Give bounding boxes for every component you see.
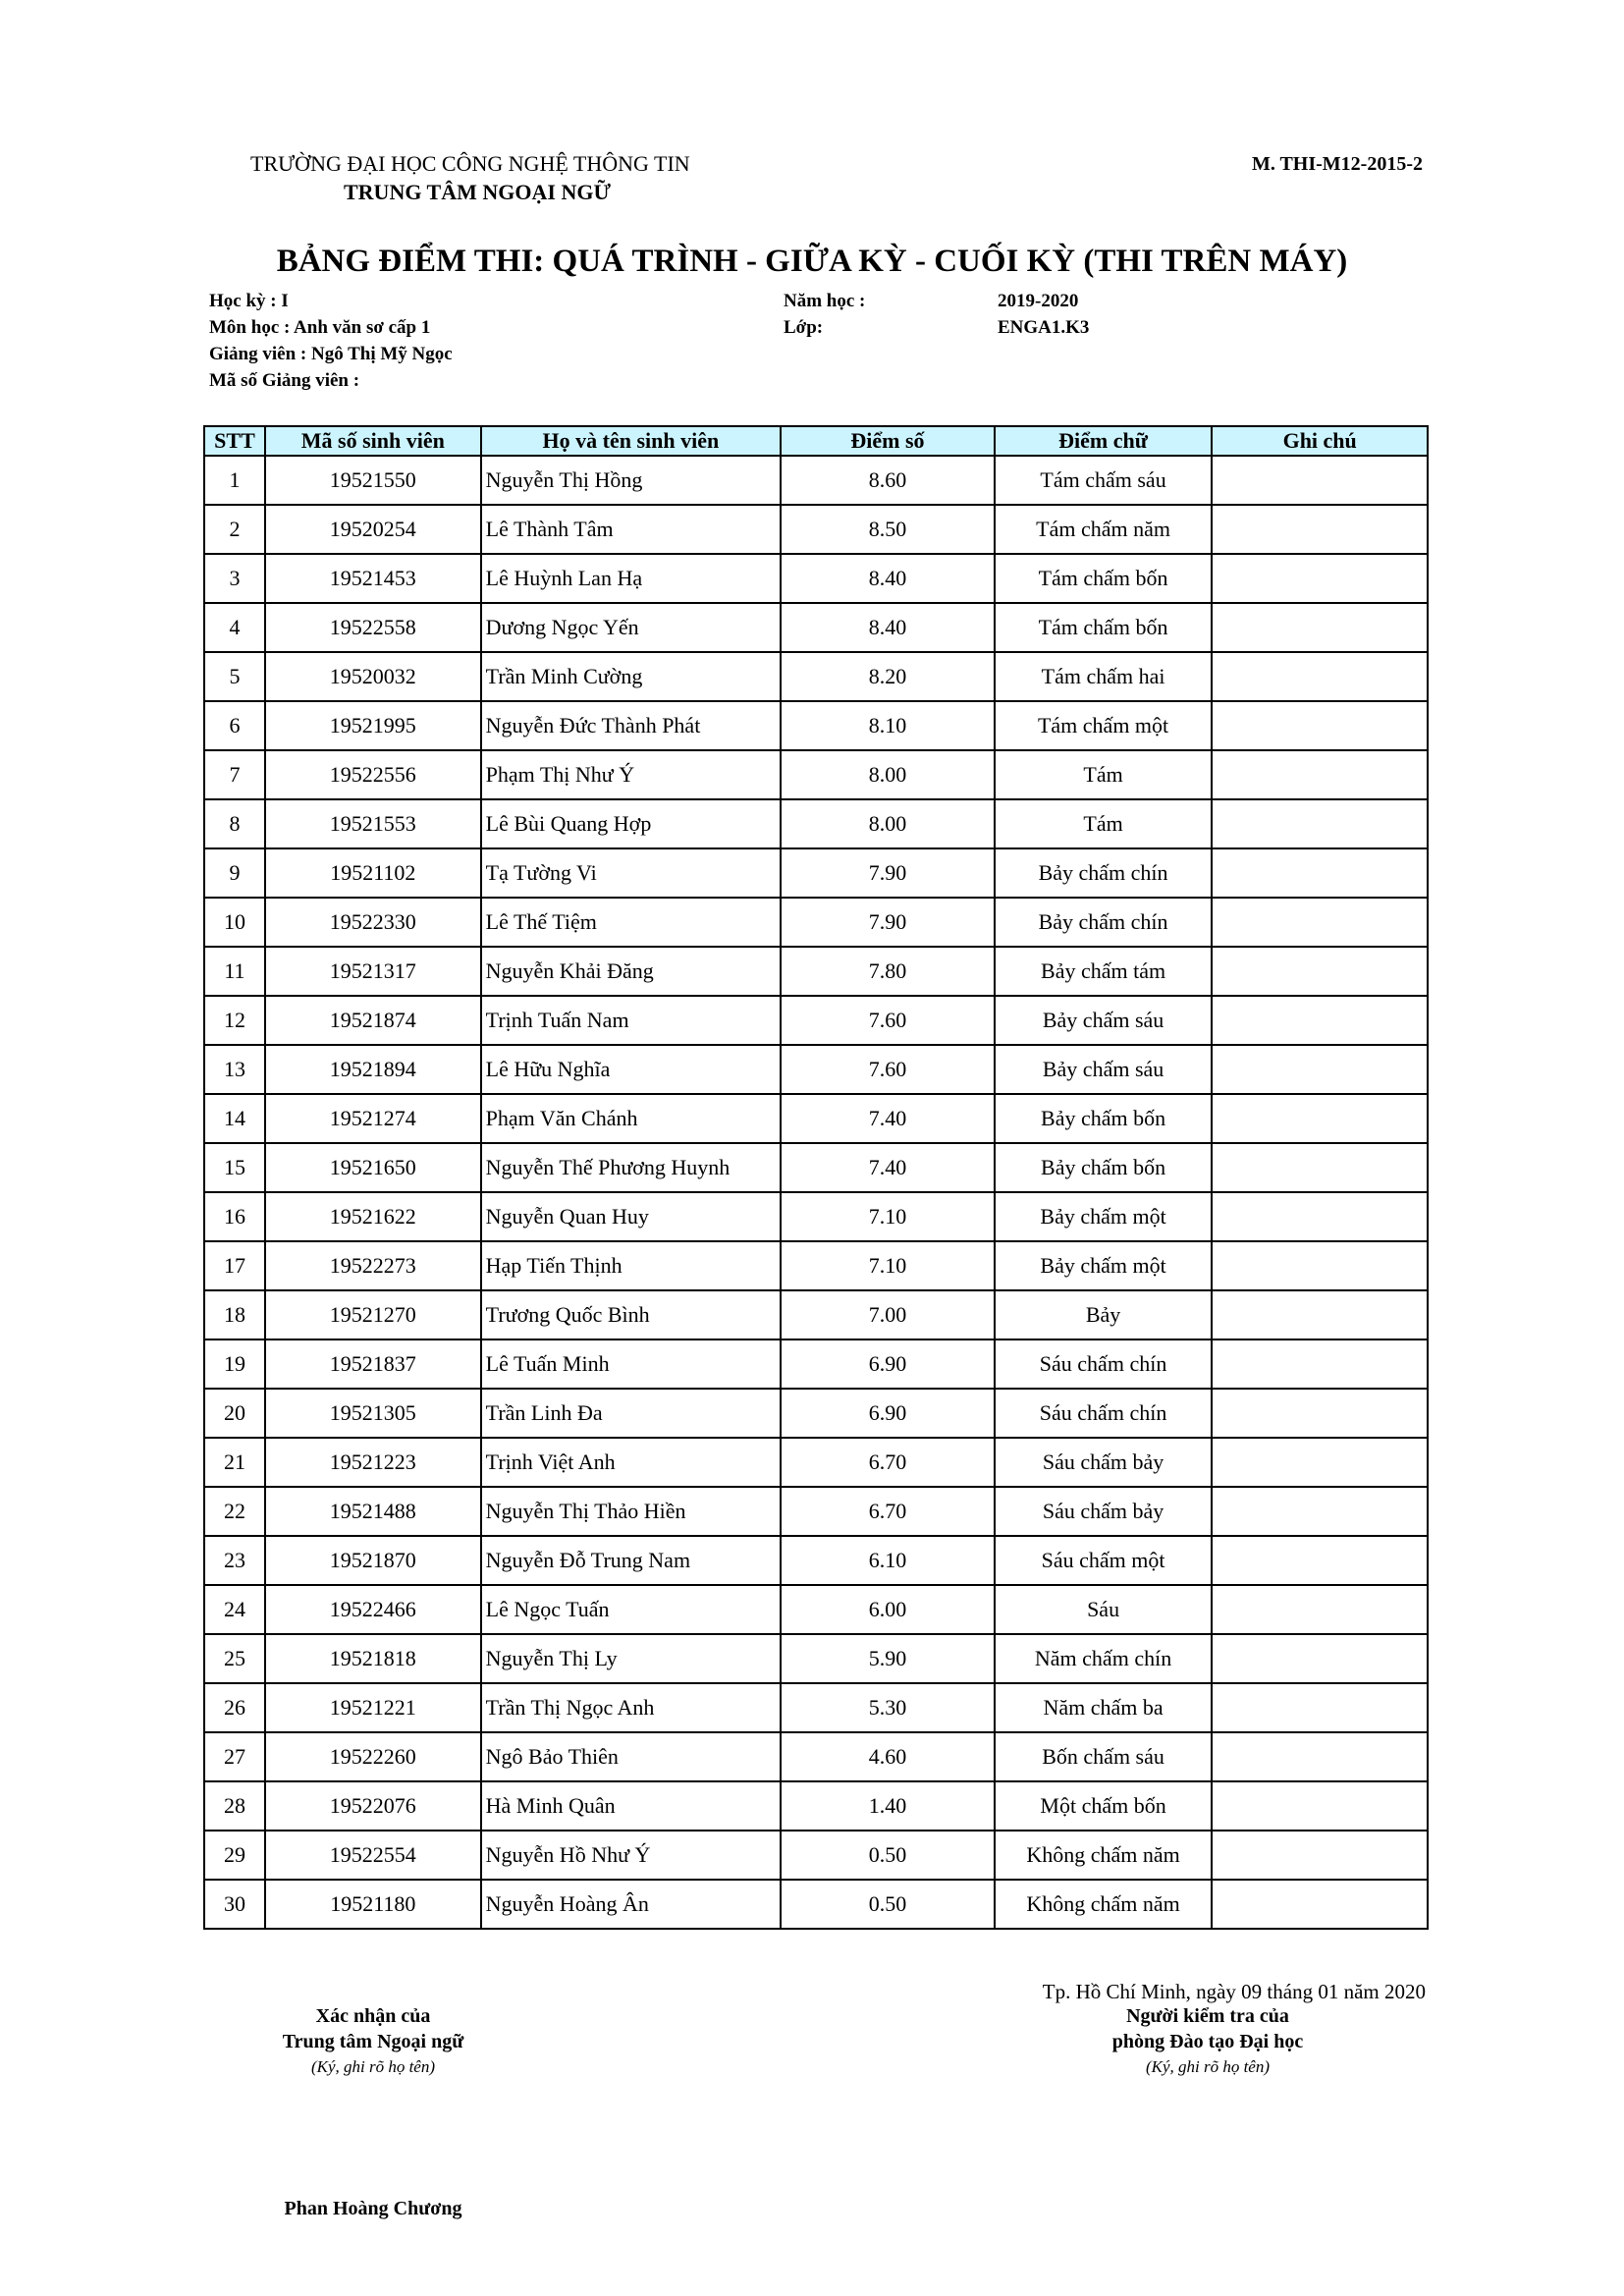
cell-score: 8.60 xyxy=(781,456,995,505)
cell-notes xyxy=(1212,652,1428,701)
cell-student-id: 19521622 xyxy=(265,1192,481,1241)
grades-table xyxy=(203,425,1429,1930)
cell-student-name: Trịnh Tuấn Nam xyxy=(481,996,781,1045)
table-row xyxy=(204,799,1428,848)
cell-stt: 2 xyxy=(204,505,265,554)
table-row xyxy=(204,701,1428,750)
cell-notes xyxy=(1212,1732,1428,1781)
cell-stt: 23 xyxy=(204,1536,265,1585)
table-row xyxy=(204,1487,1428,1536)
cell-student-id: 19521650 xyxy=(265,1143,481,1192)
table-row xyxy=(204,1290,1428,1339)
cell-score: 5.30 xyxy=(781,1683,995,1732)
cell-notes xyxy=(1212,554,1428,603)
cell-student-id: 19522076 xyxy=(265,1781,481,1831)
cell-student-name: Nguyễn Thị Ly xyxy=(481,1634,781,1683)
table-row xyxy=(204,1438,1428,1487)
school-name: TRƯỜNG ĐẠI HỌC CÔNG NGHỆ THÔNG TIN xyxy=(250,151,690,176)
cell-student-id: 19521995 xyxy=(265,701,481,750)
cell-student-name: Nguyễn Khải Đăng xyxy=(481,947,781,996)
cell-score: 8.50 xyxy=(781,505,995,554)
cell-score: 6.70 xyxy=(781,1438,995,1487)
cell-score-words: Tám chấm một xyxy=(995,701,1213,750)
cell-student-name: Ngô Bảo Thiên xyxy=(481,1732,781,1781)
cell-stt: 28 xyxy=(204,1781,265,1831)
cell-notes xyxy=(1212,996,1428,1045)
cell-student-id: 19521305 xyxy=(265,1389,481,1438)
cell-student-name: Trần Thị Ngọc Anh xyxy=(481,1683,781,1732)
cell-notes xyxy=(1212,1241,1428,1290)
cell-score: 7.60 xyxy=(781,1045,995,1094)
cell-notes xyxy=(1212,750,1428,799)
cell-notes xyxy=(1212,1781,1428,1831)
header-student-name: Họ và tên sinh viên xyxy=(481,426,781,456)
cell-notes xyxy=(1212,1831,1428,1880)
cell-notes xyxy=(1212,505,1428,554)
cell-stt: 11 xyxy=(204,947,265,996)
cell-score-words: Bảy chấm sáu xyxy=(995,1045,1213,1094)
cell-stt: 26 xyxy=(204,1683,265,1732)
cell-notes xyxy=(1212,898,1428,947)
cell-student-name: Phạm Văn Chánh xyxy=(481,1094,781,1143)
table-row xyxy=(204,947,1428,996)
cell-score-words: Tám chấm hai xyxy=(995,652,1213,701)
table-row xyxy=(204,1732,1428,1781)
cell-stt: 4 xyxy=(204,603,265,652)
cell-score: 7.10 xyxy=(781,1192,995,1241)
cell-student-id: 19521274 xyxy=(265,1094,481,1143)
header-score-words: Điểm chữ xyxy=(995,426,1213,456)
cell-student-id: 19521870 xyxy=(265,1536,481,1585)
table-row xyxy=(204,1585,1428,1634)
cell-score-words: Năm chấm chín xyxy=(995,1634,1213,1683)
semester-label: Học kỳ : I xyxy=(209,291,289,311)
cell-score-words: Sáu xyxy=(995,1585,1213,1634)
cell-stt: 12 xyxy=(204,996,265,1045)
cell-student-id: 19521180 xyxy=(265,1880,481,1929)
table-row xyxy=(204,456,1428,505)
cell-score: 7.40 xyxy=(781,1094,995,1143)
cell-score-words: Không chấm năm xyxy=(995,1831,1213,1880)
cell-student-id: 19520254 xyxy=(265,505,481,554)
table-row xyxy=(204,603,1428,652)
cell-score-words: Bảy chấm sáu xyxy=(995,996,1213,1045)
cell-student-name: Trần Minh Cường xyxy=(481,652,781,701)
cell-notes xyxy=(1212,1585,1428,1634)
table-row xyxy=(204,1831,1428,1880)
lecturer-id-label: Mã số Giảng viên : xyxy=(209,370,360,391)
table-row xyxy=(204,1241,1428,1290)
cell-student-name: Nguyễn Đức Thành Phát xyxy=(481,701,781,750)
cell-student-name: Lê Bùi Quang Hợp xyxy=(481,799,781,848)
cell-notes xyxy=(1212,603,1428,652)
table-row xyxy=(204,1192,1428,1241)
cell-notes xyxy=(1212,1880,1428,1929)
cell-score-words: Tám chấm bốn xyxy=(995,554,1213,603)
table-header-row xyxy=(204,426,1428,456)
cell-student-id: 19521553 xyxy=(265,799,481,848)
cell-notes xyxy=(1212,947,1428,996)
cell-score: 5.90 xyxy=(781,1634,995,1683)
table-row xyxy=(204,996,1428,1045)
cell-score: 7.90 xyxy=(781,898,995,947)
cell-notes xyxy=(1212,456,1428,505)
cell-stt: 24 xyxy=(204,1585,265,1634)
left-signature-title-2: Trung tâm Ngoại ngữ xyxy=(282,2031,464,2052)
cell-student-name: Lê Thế Tiệm xyxy=(481,898,781,947)
cell-score: 8.00 xyxy=(781,750,995,799)
cell-student-id: 19522554 xyxy=(265,1831,481,1880)
cell-student-name: Trịnh Việt Anh xyxy=(481,1438,781,1487)
cell-student-name: Lê Ngọc Tuấn xyxy=(481,1585,781,1634)
cell-student-name: Nguyễn Quan Huy xyxy=(481,1192,781,1241)
class-label: Lớp: xyxy=(784,317,824,338)
cell-score-words: Không chấm năm xyxy=(995,1880,1213,1929)
cell-student-name: Tạ Tường Vi xyxy=(481,848,781,898)
cell-student-id: 19521837 xyxy=(265,1339,481,1389)
cell-stt: 9 xyxy=(204,848,265,898)
table-row xyxy=(204,1634,1428,1683)
cell-score-words: Bảy chấm bốn xyxy=(995,1094,1213,1143)
cell-student-name: Dương Ngọc Yến xyxy=(481,603,781,652)
cell-score-words: Bảy chấm tám xyxy=(995,947,1213,996)
cell-student-name: Nguyễn Thị Hồng xyxy=(481,456,781,505)
header-stt: STT xyxy=(204,426,265,456)
cell-stt: 30 xyxy=(204,1880,265,1929)
cell-score: 8.40 xyxy=(781,603,995,652)
table-row xyxy=(204,1143,1428,1192)
cell-notes xyxy=(1212,1094,1428,1143)
cell-stt: 15 xyxy=(204,1143,265,1192)
cell-stt: 5 xyxy=(204,652,265,701)
cell-student-name: Nguyễn Thị Thảo Hiền xyxy=(481,1487,781,1536)
cell-student-name: Trần Linh Đa xyxy=(481,1389,781,1438)
table-row xyxy=(204,1880,1428,1929)
cell-score-words: Bảy chấm chín xyxy=(995,898,1213,947)
cell-student-id: 19522466 xyxy=(265,1585,481,1634)
cell-score: 7.80 xyxy=(781,947,995,996)
header-student-id: Mã số sinh viên xyxy=(265,426,481,456)
cell-student-name: Nguyễn Đỗ Trung Nam xyxy=(481,1536,781,1585)
cell-stt: 1 xyxy=(204,456,265,505)
cell-score-words: Sáu chấm bảy xyxy=(995,1438,1213,1487)
cell-score-words: Năm chấm ba xyxy=(995,1683,1213,1732)
cell-score-words: Sáu chấm chín xyxy=(995,1339,1213,1389)
table-row xyxy=(204,554,1428,603)
cell-notes xyxy=(1212,848,1428,898)
table-row xyxy=(204,652,1428,701)
cell-score-words: Tám xyxy=(995,799,1213,848)
cell-student-id: 19521818 xyxy=(265,1634,481,1683)
cell-notes xyxy=(1212,1045,1428,1094)
cell-notes xyxy=(1212,1683,1428,1732)
cell-student-id: 19521453 xyxy=(265,554,481,603)
table-row xyxy=(204,1339,1428,1389)
cell-notes xyxy=(1212,1536,1428,1585)
year-value: 2019-2020 xyxy=(998,291,1079,311)
cell-stt: 13 xyxy=(204,1045,265,1094)
cell-score: 0.50 xyxy=(781,1880,995,1929)
cell-student-name: Phạm Thị Như Ý xyxy=(481,750,781,799)
grades-body xyxy=(204,456,1428,1929)
cell-student-id: 19522273 xyxy=(265,1241,481,1290)
cell-stt: 21 xyxy=(204,1438,265,1487)
cell-notes xyxy=(1212,1143,1428,1192)
cell-student-name: Nguyễn Hoàng Ân xyxy=(481,1880,781,1929)
cell-student-id: 19521550 xyxy=(265,456,481,505)
cell-score: 7.90 xyxy=(781,848,995,898)
cell-notes xyxy=(1212,1487,1428,1536)
cell-stt: 20 xyxy=(204,1389,265,1438)
cell-score-words: Sáu chấm bảy xyxy=(995,1487,1213,1536)
cell-student-name: Lê Huỳnh Lan Hạ xyxy=(481,554,781,603)
cell-score-words: Tám xyxy=(995,750,1213,799)
cell-stt: 27 xyxy=(204,1732,265,1781)
cell-score: 8.20 xyxy=(781,652,995,701)
table-row xyxy=(204,898,1428,947)
cell-student-id: 19521223 xyxy=(265,1438,481,1487)
table-row xyxy=(204,505,1428,554)
cell-score: 8.10 xyxy=(781,701,995,750)
table-row xyxy=(204,848,1428,898)
cell-score-words: Bảy chấm chín xyxy=(995,848,1213,898)
form-code: M. THI-M12-2015-2 xyxy=(1251,153,1423,175)
cell-score-words: Tám chấm sáu xyxy=(995,456,1213,505)
signing-date: Tp. Hồ Chí Minh, ngày 09 tháng 01 năm 2020 xyxy=(1042,1980,1426,2003)
cell-stt: 22 xyxy=(204,1487,265,1536)
cell-student-id: 19522556 xyxy=(265,750,481,799)
cell-score-words: Một chấm bốn xyxy=(995,1781,1213,1831)
table-row xyxy=(204,1683,1428,1732)
cell-score: 7.00 xyxy=(781,1290,995,1339)
left-signature-title-1: Xác nhận của xyxy=(315,2005,431,2027)
cell-student-id: 19521317 xyxy=(265,947,481,996)
right-signature-title-1: Người kiểm tra của xyxy=(1126,2005,1289,2027)
cell-student-name: Nguyễn Thế Phương Huynh xyxy=(481,1143,781,1192)
cell-score: 6.70 xyxy=(781,1487,995,1536)
table-row xyxy=(204,1781,1428,1831)
cell-score-words: Bảy chấm bốn xyxy=(995,1143,1213,1192)
page-title: BẢNG ĐIỂM THI: QUÁ TRÌNH - GIỮA KỲ - CUỐI KỲ (THI TRÊN MÁY) xyxy=(276,244,1348,279)
header-notes: Ghi chú xyxy=(1212,426,1428,456)
cell-score: 1.40 xyxy=(781,1781,995,1831)
right-signature-note: (Ký, ghi rõ họ tên) xyxy=(1145,2057,1271,2076)
cell-student-name: Trương Quốc Bình xyxy=(481,1290,781,1339)
cell-score: 7.60 xyxy=(781,996,995,1045)
cell-stt: 25 xyxy=(204,1634,265,1683)
cell-student-id: 19521221 xyxy=(265,1683,481,1732)
cell-notes xyxy=(1212,1634,1428,1683)
cell-score-words: Tám chấm năm xyxy=(995,505,1213,554)
cell-score-words: Sáu chấm chín xyxy=(995,1389,1213,1438)
cell-student-id: 19522260 xyxy=(265,1732,481,1781)
cell-student-id: 19521874 xyxy=(265,996,481,1045)
cell-student-name: Lê Tuấn Minh xyxy=(481,1339,781,1389)
cell-score: 0.50 xyxy=(781,1831,995,1880)
cell-stt: 3 xyxy=(204,554,265,603)
cell-score: 4.60 xyxy=(781,1732,995,1781)
cell-student-name: Lê Thành Tâm xyxy=(481,505,781,554)
cell-notes xyxy=(1212,1438,1428,1487)
cell-stt: 6 xyxy=(204,701,265,750)
cell-score: 6.00 xyxy=(781,1585,995,1634)
cell-notes xyxy=(1212,799,1428,848)
cell-score: 6.90 xyxy=(781,1389,995,1438)
cell-student-id: 19522330 xyxy=(265,898,481,947)
table-row xyxy=(204,1094,1428,1143)
cell-score: 6.10 xyxy=(781,1536,995,1585)
cell-stt: 14 xyxy=(204,1094,265,1143)
left-signature-note: (Ký, ghi rõ họ tên) xyxy=(310,2057,436,2076)
header-score: Điểm số xyxy=(781,426,995,456)
cell-score-words: Sáu chấm một xyxy=(995,1536,1213,1585)
cell-student-name: Hà Minh Quân xyxy=(481,1781,781,1831)
cell-score: 8.00 xyxy=(781,799,995,848)
table-row xyxy=(204,1045,1428,1094)
cell-score-words: Bốn chấm sáu xyxy=(995,1732,1213,1781)
table-row xyxy=(204,1389,1428,1438)
cell-stt: 18 xyxy=(204,1290,265,1339)
right-signature-title-2: phòng Đào tạo Đại học xyxy=(1111,2031,1304,2052)
cell-score-words: Bảy xyxy=(995,1290,1213,1339)
lecturer-label: Giảng viên : Ngô Thị Mỹ Ngọc xyxy=(209,344,453,364)
cell-score: 7.40 xyxy=(781,1143,995,1192)
center-name: TRUNG TÂM NGOẠI NGỮ xyxy=(344,180,611,204)
cell-student-id: 19521488 xyxy=(265,1487,481,1536)
cell-notes xyxy=(1212,1192,1428,1241)
cell-score-words: Bảy chấm một xyxy=(995,1241,1213,1290)
subject-label: Môn học : Anh văn sơ cấp 1 xyxy=(209,317,431,338)
left-signer-name: Phan Hoàng Chương xyxy=(284,2198,462,2219)
cell-notes xyxy=(1212,1339,1428,1389)
cell-stt: 10 xyxy=(204,898,265,947)
cell-score-words: Bảy chấm một xyxy=(995,1192,1213,1241)
cell-score: 6.90 xyxy=(781,1339,995,1389)
cell-notes xyxy=(1212,1290,1428,1339)
cell-stt: 16 xyxy=(204,1192,265,1241)
cell-stt: 19 xyxy=(204,1339,265,1389)
cell-stt: 8 xyxy=(204,799,265,848)
cell-student-id: 19521102 xyxy=(265,848,481,898)
cell-student-name: Hạp Tiến Thịnh xyxy=(481,1241,781,1290)
cell-score: 7.10 xyxy=(781,1241,995,1290)
cell-notes xyxy=(1212,701,1428,750)
table-row xyxy=(204,750,1428,799)
cell-stt: 29 xyxy=(204,1831,265,1880)
cell-student-id: 19521270 xyxy=(265,1290,481,1339)
cell-notes xyxy=(1212,1389,1428,1438)
year-label: Năm học : xyxy=(784,291,866,311)
cell-student-id: 19521894 xyxy=(265,1045,481,1094)
class-value: ENGA1.K3 xyxy=(998,317,1090,338)
cell-stt: 7 xyxy=(204,750,265,799)
table-row xyxy=(204,1536,1428,1585)
cell-score: 8.40 xyxy=(781,554,995,603)
cell-student-id: 19520032 xyxy=(265,652,481,701)
cell-student-name: Lê Hữu Nghĩa xyxy=(481,1045,781,1094)
cell-stt: 17 xyxy=(204,1241,265,1290)
cell-student-name: Nguyễn Hồ Như Ý xyxy=(481,1831,781,1880)
cell-score-words: Tám chấm bốn xyxy=(995,603,1213,652)
cell-student-id: 19522558 xyxy=(265,603,481,652)
